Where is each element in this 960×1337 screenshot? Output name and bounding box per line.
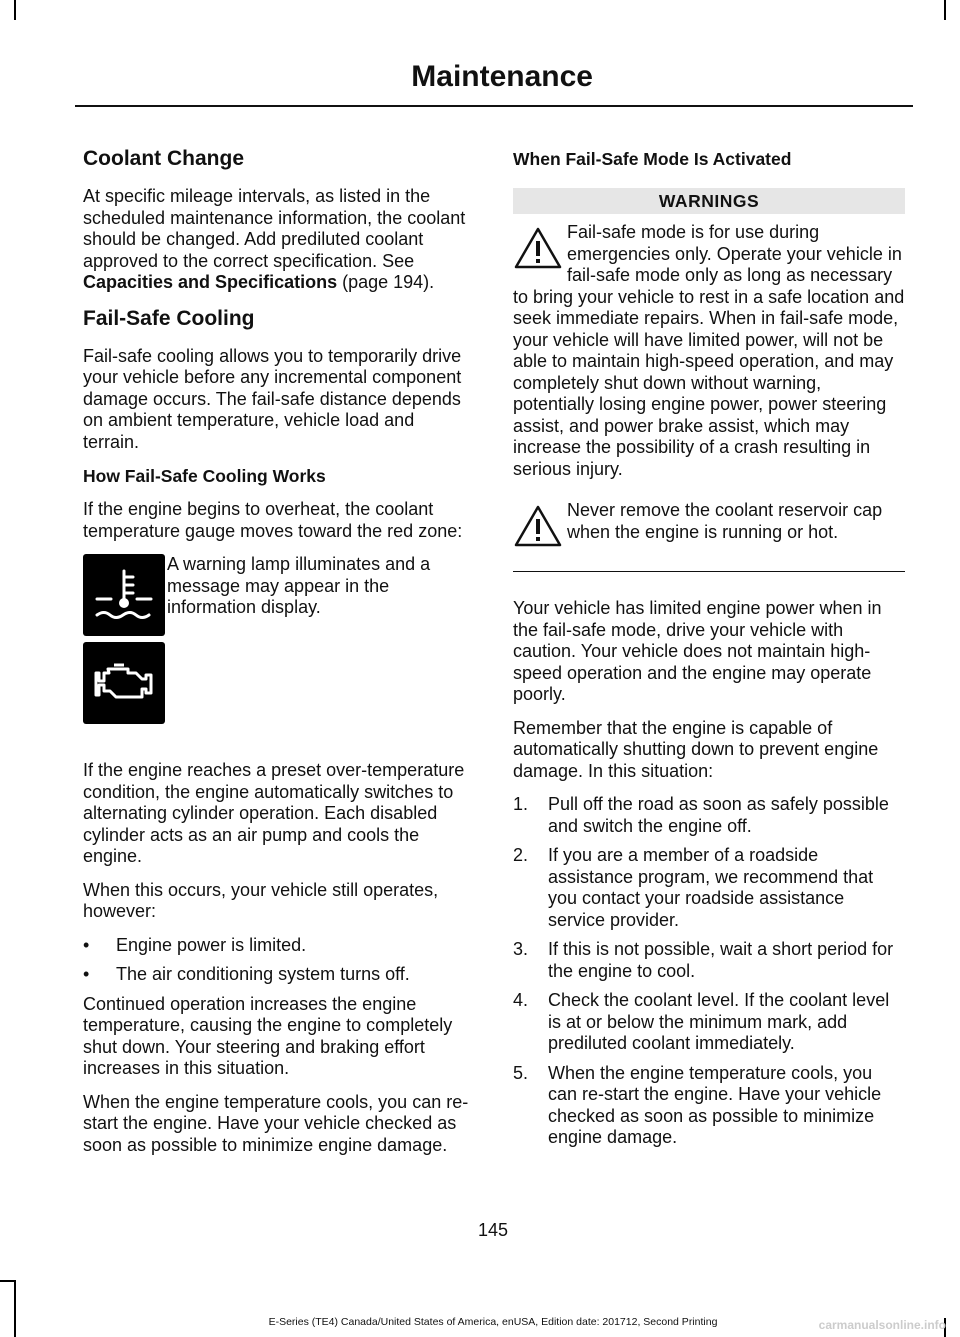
how-it-works-heading: How Fail-Safe Cooling Works [83,466,326,486]
warning-text: Never remove the coolant reservoir cap when the engine is running or hot. [567,500,883,542]
step-number: 4. [513,990,529,1010]
capacities-link[interactable]: Capacities and Specifications [83,272,338,292]
warnings-end-rule [513,571,905,572]
warning-item [513,500,905,543]
warning-lamp-text: A warning lamp illuminates and a message may appear in the information display. [167,554,431,617]
list-item [83,935,475,957]
coolant-change-heading: Coolant Change [83,147,244,170]
overheat-paragraph: If the engine begins to overheat, the coolant temperature gauge moves toward the red zone: [83,499,463,541]
step-number: 1. [513,794,529,814]
page-number: 145 [477,1220,509,1240]
bullet-mark: • [83,964,90,984]
coolant-temperature-icon [83,554,165,636]
warning-lamp-block [83,554,475,730]
page-ref: (page 194). [337,272,435,292]
watermark: carmanualsonline.info [818,1318,946,1332]
fail-safe-cooling-heading: Fail-Safe Cooling [83,306,255,330]
step-number: 2. [513,845,529,865]
header-rule [75,105,913,107]
step-number: 3. [513,939,529,959]
list-item [513,990,905,1055]
left-column [83,140,475,1168]
warnings-banner: WARNINGS [513,188,905,214]
page-header-title: Maintenance [411,60,593,93]
shutdown-paragraph: Remember that the engine is capable of automatically shutting down to prevent engine damage. In this situation: [513,717,879,781]
list-item [513,939,905,982]
bullet-text: The air conditioning system turns off. [116,964,410,984]
crop-mark-bottom-left-h [0,1280,14,1282]
warning-triangle-icon [513,226,563,270]
over-temperature-paragraph: If the engine reaches a preset over-temperature condition, the engine automatically switches to alternating cylinder operation. Each disabled cylinder acts as an air pump and cools the engine. [83,760,465,866]
list-item [513,845,905,931]
crop-mark-top-right [944,0,946,20]
list-item [83,964,475,986]
right-column [513,140,905,1157]
step-number: 5. [513,1062,529,1083]
coolant-change-paragraph [83,186,475,294]
still-operates-paragraph: When this occurs, your vehicle still operates, however: [83,879,439,921]
warning-text: Fail-safe mode is for use during emergencies only. Operate your vehicle in fail-safe mode only as long as necessary to bring your vehicle to rest in a safe location and seek immediate repairs. When in fail-safe mode, your vehicle will have limited power, will not be able to maintain high-speed operation, and may completely shut down without warning, potentially losing engine power, power steering assist, and power brake assist, which may increase the possibility of a crash resulting in serious injury. [513,222,905,479]
bullet-mark: • [83,934,90,955]
step-text: Check the coolant level. If the coolant level is at or below the minimum mark, add prediluted coolant immediately. [548,990,890,1053]
engine-check-icon [83,642,165,724]
limited-power-paragraph: Your vehicle has limited engine power when in the fail-safe mode, drive your vehicle with caution. Your vehicle does not maintain high-speed operation and the engine may operate poorly. [513,598,882,704]
step-text: When the engine temperature cools, you can re-start the engine. Have your vehicle checked as soon as possible to minimize engine damage. [548,1062,882,1147]
list-item [513,1063,905,1149]
continued-operation-paragraph: Continued operation increases the engine temperature, causing the engine to completely shut down. Your steering and braking effort increases in this situation. [83,993,453,1078]
warning-triangle-icon [513,504,563,548]
engine-cools-paragraph: When the engine temperature cools, you can re-start the engine. Have your vehicle checked as soon as possible to minimize engine damage. [83,1091,469,1155]
list-item [513,794,905,837]
step-text: If you are a member of a roadside assistance program, we recommend that you contact your roadside assistance service provider. [548,845,874,930]
footer-edition: E-Series (TE4) Canada/United States of America, enUSA, Edition date: 201712, Second Printing [268,1316,718,1328]
bullet-text: Engine power is limited. [116,934,307,955]
warning-item [513,222,905,480]
fail-safe-mode-heading: When Fail-Safe Mode Is Activated [513,149,792,169]
coolant-change-text: At specific mileage intervals, as listed in the scheduled maintenance information, the coolant should be changed. Add prediluted coolant approved to the correct specification. See [83,186,466,271]
step-text: Pull off the road as soon as safely possible and switch the engine off. [548,794,889,836]
crop-mark-top-left [14,0,16,20]
crop-mark-bottom-left [14,1280,16,1337]
step-text: If this is not possible, wait a short period for the engine to cool. [548,939,894,981]
fail-safe-intro: Fail-safe cooling allows you to temporarily drive your vehicle before any incremental component damage occurs. The fail-safe distance depends on ambient temperature, vehicle load and terrain. [83,345,462,452]
